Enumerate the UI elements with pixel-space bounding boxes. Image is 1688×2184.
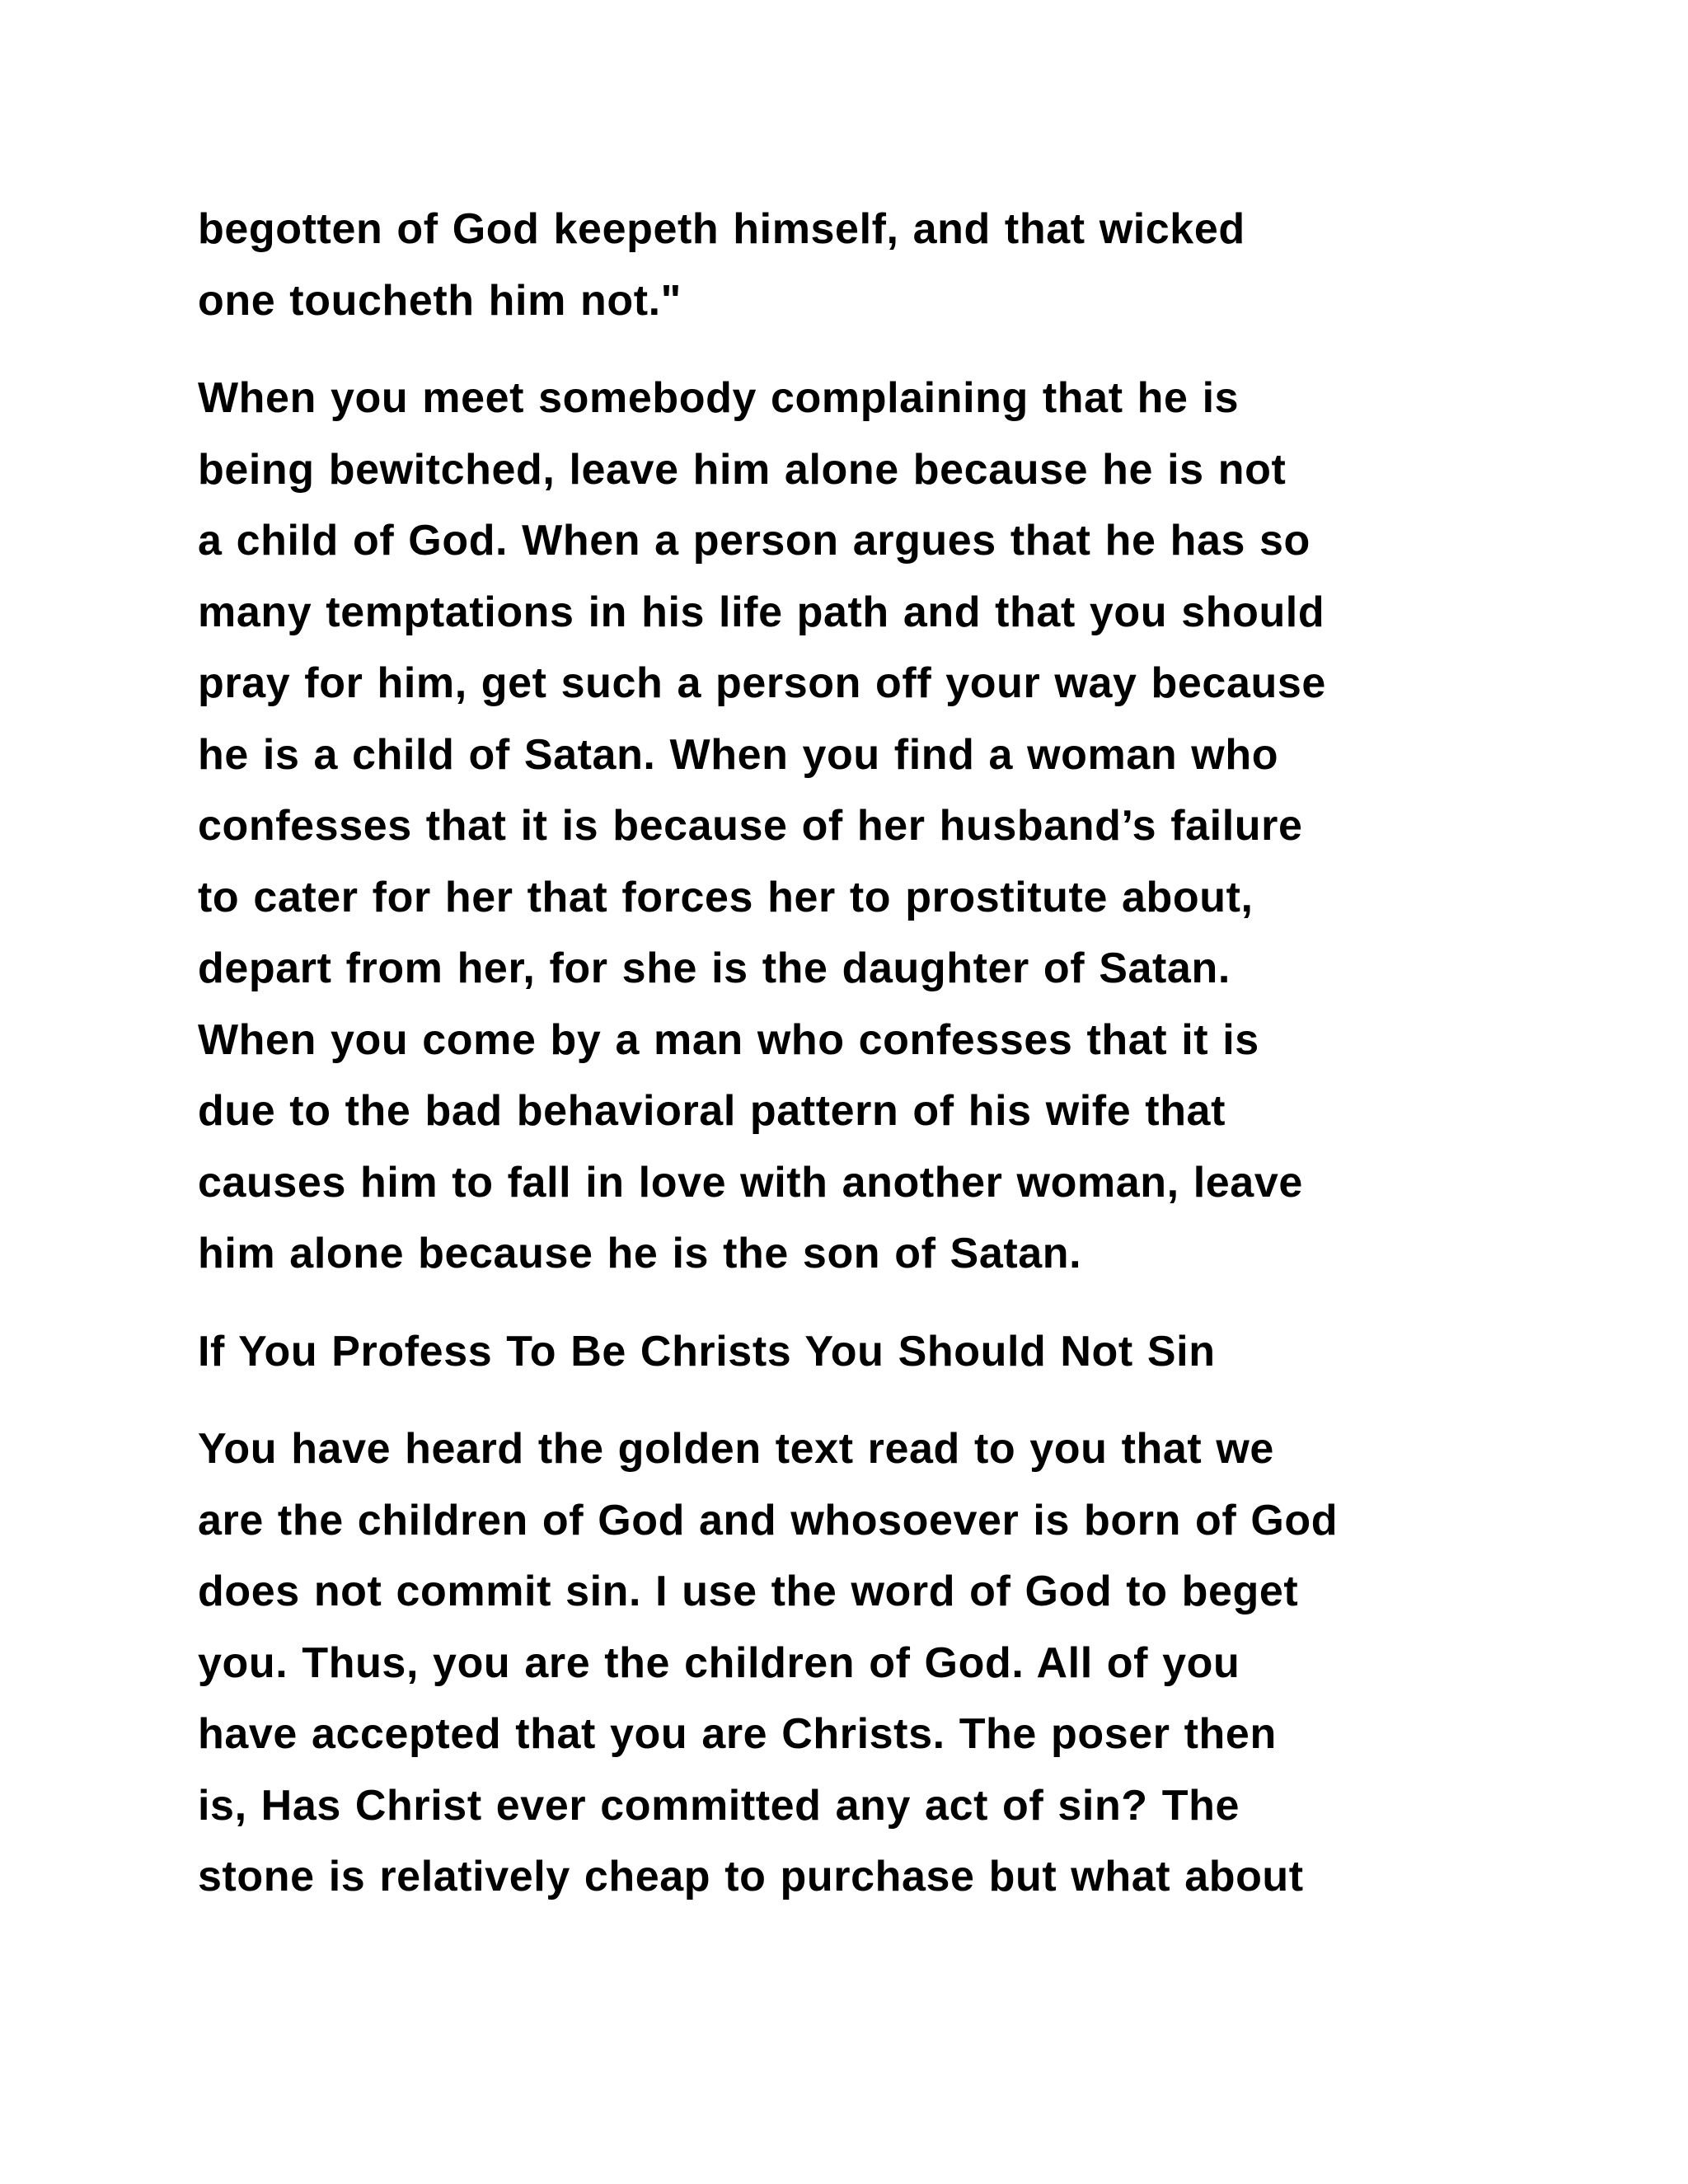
- text-line: being bewitched, leave him alone because he is not: [198, 445, 1287, 494]
- text-line: is, Has Christ ever committed any act of sin? The: [198, 1781, 1240, 1830]
- text-line: are the children of God and whosoever is born of God: [198, 1496, 1339, 1544]
- text-line: to cater for her that forces her to prostitute about,: [198, 873, 1254, 921]
- paragraph-gap: [198, 336, 1500, 363]
- page-body: [198, 194, 1500, 1913]
- text-line: pray for him, get such a person off your way because: [198, 659, 1326, 707]
- text-line: You have heard the golden text read to you that we: [198, 1425, 1274, 1473]
- paragraph-golden-text: [198, 1413, 1500, 1913]
- text-line: begotten of God keepeth himself, and that wicked: [198, 205, 1245, 253]
- section-heading: [198, 1316, 1500, 1388]
- text-line: depart from her, for she is the daughter of Satan.: [198, 944, 1231, 992]
- text-line: many temptations in his life path and that you should: [198, 588, 1325, 636]
- text-line: does not commit sin. I use the word of God to beget: [198, 1568, 1299, 1615]
- text-line: confesses that it is because of her husband’s failure: [198, 802, 1303, 850]
- text-line: a child of God. When a person argues that he has so: [198, 517, 1311, 565]
- paragraph-gap: [198, 1387, 1500, 1413]
- heading-text: If You Profess To Be Christs You Should Not Sin: [198, 1327, 1216, 1376]
- text-line: stone is relatively cheap to purchase but what about: [198, 1853, 1304, 1900]
- paragraph-gap: [198, 1290, 1500, 1316]
- text-line: causes him to fall in love with another woman, leave: [198, 1158, 1303, 1207]
- text-line: one toucheth him not.": [198, 276, 682, 325]
- text-line: him alone because he is the son of Satan.: [198, 1230, 1082, 1277]
- paragraph-scripture-continuation: [198, 194, 1500, 336]
- text-line: have accepted that you are Christs. The poser then: [198, 1710, 1277, 1758]
- text-line: due to the bad behavioral pattern of his wife that: [198, 1087, 1226, 1135]
- text-line: you. Thus, you are the children of God. All of you: [198, 1638, 1240, 1687]
- text-line: When you meet somebody complaining that he is: [198, 374, 1240, 422]
- text-line: When you come by a man who confesses that it is: [198, 1015, 1259, 1064]
- paragraph-children-of-satan: [198, 363, 1500, 1290]
- text-line: he is a child of Satan. When you find a woman who: [198, 730, 1279, 779]
